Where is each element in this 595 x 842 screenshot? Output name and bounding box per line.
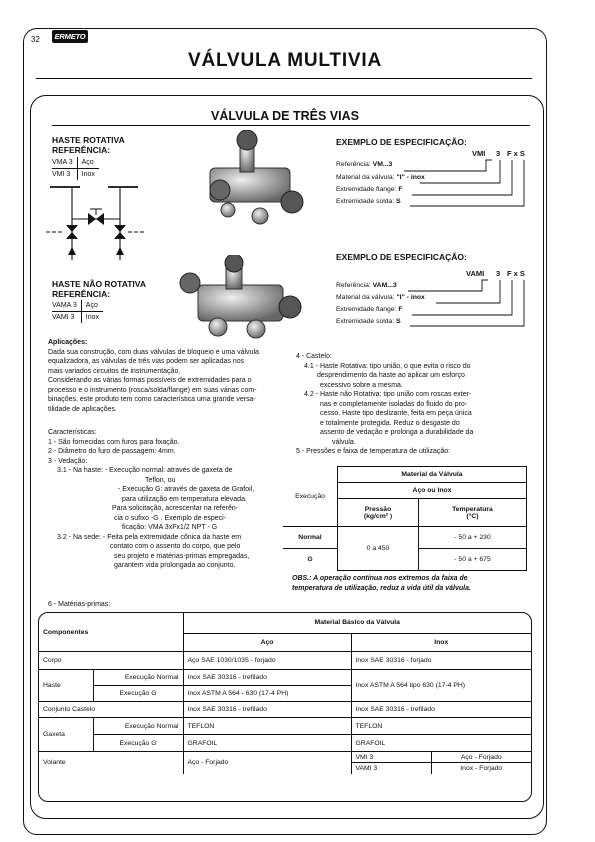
spec2-heading: EXEMPLO DE ESPECIFICAÇÃO:: [336, 252, 467, 262]
castelo-inox: Inox SAE 30316 - trefilado: [351, 702, 531, 718]
spec1-line: Referência: VM...3: [336, 161, 393, 168]
caracteristicas-line: 3.1 - Na haste: - Execução normal: através de gaxeta de: [57, 467, 233, 474]
spec1-line: Material da válvula: "I" - inox: [336, 174, 425, 181]
row-castelo-label: Conjunto Castelo: [39, 702, 183, 718]
caracteristicas-line: 3 - Vedação:: [48, 457, 88, 465]
header-inox: Inox: [351, 633, 531, 651]
caracteristicas-line: cia o sufixo -G . Exemplo de especi-: [114, 514, 227, 522]
spec2-line: Material da válvula: "I" - inox: [336, 294, 425, 301]
ref-code: VMA 3: [52, 157, 77, 169]
exec-g: G: [283, 549, 338, 571]
col-execucao: Execução: [283, 467, 338, 527]
materias-primas-heading: 6 - Matérias-primas:: [48, 601, 111, 608]
pressao-value: 0 a 450: [338, 527, 419, 571]
material-table-frame: [38, 612, 532, 802]
spec1-code-ends: F x S: [507, 149, 525, 158]
volante-vmi-material: Aço - Forjado: [431, 752, 531, 763]
castelo-line: excessivo sobre a mesma.: [320, 381, 403, 389]
obs-line: OBS.: A operação contínua nos extremos da faixa de: [292, 575, 468, 582]
haste-nao-rotativa-ref-table: [52, 300, 103, 323]
ref-material: Aço: [81, 300, 103, 312]
haste-nao-rotativa-heading: HASTE NÃO ROTATIVA: [52, 279, 146, 289]
ref-code: VAMI 3: [52, 314, 75, 321]
caracteristicas-line: 3.2 - Na sede: - Feita pela extremidade cônica da haste em: [57, 533, 242, 541]
castelo-aco: Inox SAE 30316 - trefilado: [183, 702, 351, 718]
haste-rotativa-ref-heading: REFERÊNCIA:: [52, 145, 111, 155]
volante-aco: Aço - Forjado: [183, 752, 351, 774]
haste-exec-normal: Execução Normal: [93, 670, 183, 686]
haste-nao-rotativa-ref-heading: REFERÊNCIA:: [52, 289, 111, 299]
gaxeta-aco-normal: TEFLON: [183, 718, 351, 735]
exec-normal: Normal: [283, 527, 338, 549]
gaxeta-aco-g: GRAFOIL: [183, 735, 351, 752]
castelo-line: 4.1 - Haste Rotativa: tipo união, o que evita o risco do: [304, 362, 471, 370]
caracteristicas-line: 2 - Diâmetro do furo de passagem: 4mm.: [48, 448, 176, 455]
caracteristicas-line: - Execução G: através de gaxeta de Grafoil,: [118, 486, 255, 493]
section-divider: [52, 125, 530, 126]
valve-schematic-diagram: [42, 185, 152, 273]
castelo-line: e totalmente protegida. Reduz o desgaste do: [320, 419, 460, 427]
castelo-line: válvula.: [332, 438, 356, 446]
caracteristicas-line: Teflon, ou: [145, 476, 176, 484]
valve-photo-rotativa: [200, 130, 305, 230]
castelo-line: 4 - Castelo:: [296, 353, 332, 360]
obs-note: [292, 574, 532, 593]
caracteristicas-line: para utilização em temperatura elevada.: [122, 495, 247, 503]
aplicacoes-heading: Aplicações:: [48, 339, 88, 346]
castelo-line: 5 - Pressões e faixa de temperatura de utilização:: [296, 448, 451, 455]
caracteristicas-line: ficação: VMA 3xFx1/2 NPT - G: [122, 524, 218, 531]
aplicacoes-block: [48, 338, 288, 414]
ermeto-logo: ERMETO: [52, 30, 88, 43]
header-aco: Aço: [183, 633, 351, 651]
spec1-leader-lines: [336, 158, 532, 208]
aplicacoes-line: processo e o instrumento (rosca/solda/flange) em suas várias com-: [48, 386, 257, 394]
castelo-line: desprendimento da haste ao aplicar um esforço: [317, 372, 465, 379]
haste-rotativa-ref-table: [52, 157, 99, 180]
row-corpo-aco: Aço SAE 1030/1035 - forjado: [183, 652, 351, 670]
volante-vami: VAMI 3: [351, 763, 431, 774]
caracteristicas-block: [48, 428, 298, 571]
temp-normal: - 50 a + 230: [419, 527, 527, 549]
gaxeta-inox-normal: TEFLON: [351, 718, 531, 735]
obs-line: temperatura de utilização, reduz a vida útil da válvula.: [292, 584, 471, 592]
row-corpo-label: Corpo: [39, 652, 183, 670]
spec2-line: Referência: VAM...3: [336, 282, 397, 289]
haste-inox: Inox ASTM A 564 tipo 630 (17-4 PH): [351, 670, 531, 702]
pressure-temperature-table: [283, 466, 527, 571]
haste-aco-g: Inox ASTM A 564 - 630 (17-4 PH): [183, 686, 351, 702]
spec1-code-size: 3: [496, 149, 501, 158]
aplicacoes-line: Considerando as várias formas possíveis de extremidades para o: [48, 377, 252, 384]
caracteristicas-line: contato com o assento do corpo, que pelo: [110, 543, 241, 550]
spec2-code-ref: VAMI: [466, 269, 485, 278]
header-componentes: Componentes: [39, 613, 183, 652]
row-gaxeta-label: Gaxeta: [39, 718, 93, 752]
aplicacoes-line: Dada sua construção, com duas válvulas de bloqueio e uma válvula: [48, 348, 259, 356]
spec1-line: Extremidade flange: F: [336, 186, 403, 193]
castelo-line: cesso. Haste tipo deslizante, feita em peça única: [320, 410, 472, 417]
section-title: VÁLVULA DE TRÊS VIAS: [211, 109, 359, 123]
caracteristicas-line: garantem vida prolongada ao conjunto.: [114, 562, 236, 569]
ref-code: VMI 3: [52, 171, 71, 178]
volante-vami-material: Inox - Forjado: [431, 763, 531, 774]
castelo-block: [296, 352, 526, 457]
ref-material: Inox: [77, 169, 99, 181]
haste-exec-g: Execução G: [93, 686, 183, 702]
spec2-line: Extremidade flange: F: [336, 306, 403, 313]
castelo-line: nas e completamente isoladas do fluido do pro-: [320, 400, 468, 408]
header-material-basico: Material Básico da Válvula: [183, 613, 531, 633]
valve-photo-nao-rotativa: [178, 255, 303, 340]
header-pressao: Pressão (kg/cm² ): [338, 499, 419, 527]
gaxeta-inox-g: GRAFOIL: [351, 735, 531, 752]
spec1-heading: EXEMPLO DE ESPECIFICAÇÃO:: [336, 137, 467, 147]
volante-vmi: VMI 3: [351, 752, 431, 763]
temp-g: - 50 a + 675: [419, 549, 527, 571]
spec2-leader-lines: [336, 278, 532, 328]
aplicacoes-line: equalizadora, as válvulas de três vias podem ser aplicadas nos: [48, 358, 245, 365]
castelo-line: assento de vedação e prolonga a durabilidade da: [320, 429, 474, 436]
caracteristicas-line: Para solicitação, acrescentar na referên-: [112, 505, 239, 512]
ref-material: Aço: [77, 157, 99, 169]
header-temperatura: Temperatura (°C): [419, 499, 527, 527]
header-aco-inox: Aço ou Inox: [338, 483, 527, 499]
aplicacoes-line: mais variados circuitos de instrumentação.: [48, 367, 181, 375]
gaxeta-exec-g: Execução G: [93, 735, 183, 752]
spec2-code-size: 3: [496, 269, 501, 278]
aplicacoes-line: binações, este produto tem como característica uma grande versa-: [48, 396, 256, 403]
header-material-valvula: Material da Válvula: [338, 467, 527, 483]
row-corpo-inox: Inox SAE 30316 - forjado: [351, 652, 531, 670]
castelo-line: 4.2 - Haste não Rotativa: tipo união com roscas exter-: [304, 391, 472, 398]
ref-material: Inox: [81, 312, 103, 324]
ref-code: VAMA 3: [52, 300, 81, 312]
haste-aco-normal: Inox SAE 30316 - trefilado: [183, 670, 351, 686]
caracteristicas-line: 1 - São fornecidas com furos para fixação.: [48, 438, 180, 446]
caracteristicas-heading: Características:: [48, 429, 97, 436]
page-title: VÁLVULA MULTIVIA: [188, 50, 382, 71]
spec2-line: Extremidade solda: S: [336, 318, 401, 325]
page-number: 32: [31, 35, 40, 44]
spec1-line: Extremidade solda: S: [336, 198, 401, 205]
title-divider: [36, 78, 532, 79]
material-table: [39, 613, 531, 774]
gaxeta-exec-normal: Execução Normal: [93, 718, 183, 735]
haste-rotativa-heading: HASTE ROTATIVA: [52, 135, 125, 145]
row-volante-label: Volante: [39, 752, 183, 774]
aplicacoes-line: tilidade de aplicações.: [48, 405, 117, 413]
row-haste-label: Haste: [39, 670, 93, 702]
caracteristicas-line: seu projeto e matérias-primas empregadas,: [114, 552, 250, 560]
spec2-code-ends: F x S: [507, 269, 525, 278]
spec1-code-ref: VMI: [472, 149, 486, 158]
